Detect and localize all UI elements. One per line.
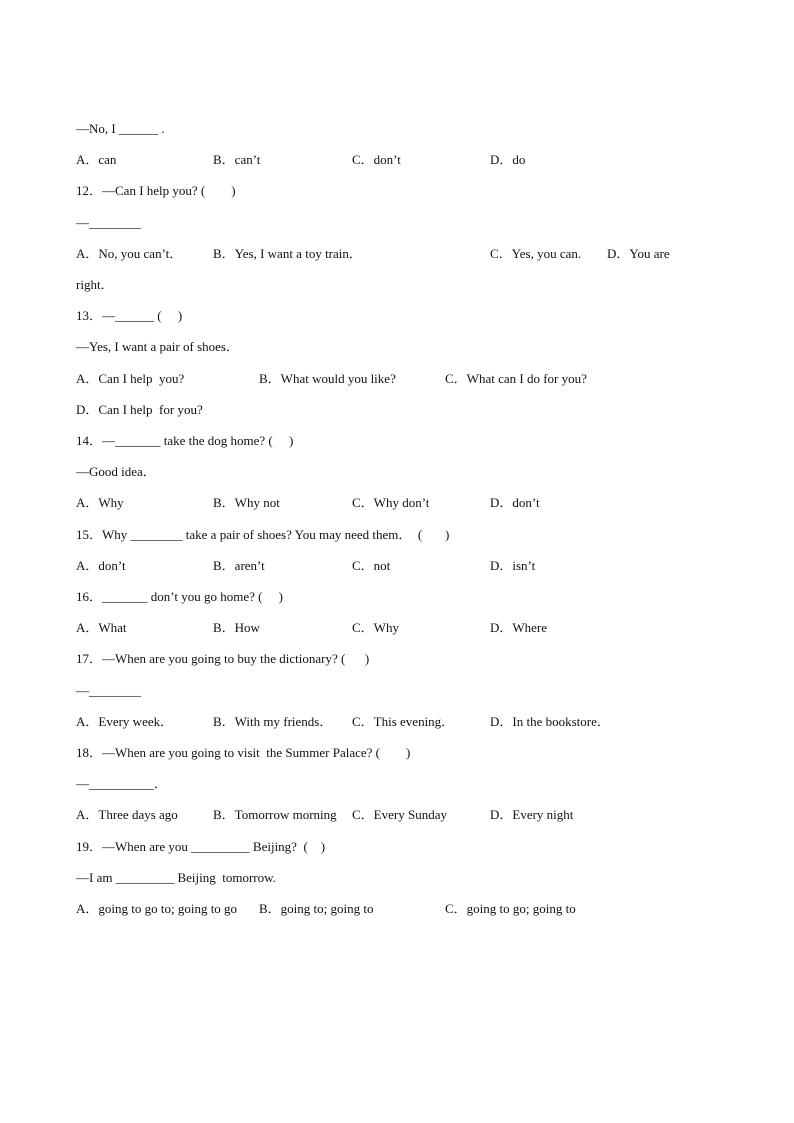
q15-option-b[interactable]: B．aren’t xyxy=(213,558,265,573)
q16-option-b[interactable]: B．How xyxy=(213,620,260,635)
q16-option-d[interactable]: D．Where xyxy=(490,620,548,635)
q14-option-d[interactable]: D．don’t xyxy=(490,495,540,510)
q13-option-d[interactable]: D．Can I help for you? xyxy=(76,402,203,417)
q12-option-d[interactable]: D．You are xyxy=(607,246,670,261)
q13-option-c[interactable]: C．What can I do for you? xyxy=(445,371,587,386)
q11-option-a[interactable]: A．can xyxy=(76,152,117,167)
q17-option-a[interactable]: A．Every week． xyxy=(76,714,174,729)
q16-option-c[interactable]: C．Why xyxy=(352,620,399,635)
q18-answer-line: —__________． xyxy=(76,776,168,791)
q11-option-d[interactable]: D．do xyxy=(490,152,526,167)
q17-option-c[interactable]: C．This evening． xyxy=(352,714,455,729)
q13-answer-line: —Yes, I want a pair of shoes． xyxy=(76,339,239,354)
q12-answer-line: —________ xyxy=(76,215,141,230)
q15-option-d[interactable]: D．isn’t xyxy=(490,558,536,573)
q12-option-c[interactable]: C．Yes, you can. xyxy=(490,246,582,261)
q19-question: 19．—When are you _________ Beijing? ( ) xyxy=(76,839,326,854)
q19-option-c[interactable]: C．going to go; going to xyxy=(445,901,576,916)
q13-question: 13．—______ ( ) xyxy=(76,308,183,323)
q16-question: 16．_______ don’t you go home? ( ) xyxy=(76,589,284,604)
q12-option-b[interactable]: B．Yes, I want a toy train． xyxy=(213,246,362,261)
q15-option-a[interactable]: A．don’t xyxy=(76,558,126,573)
q19-answer-line: —I am _________ Beijing tomorrow. xyxy=(76,870,276,885)
q14-option-c[interactable]: C．Why don’t xyxy=(352,495,430,510)
q17-question: 17．—When are you going to buy the dictionary? ( ) xyxy=(76,651,370,666)
q18-option-b[interactable]: B．Tomorrow morning xyxy=(213,807,337,822)
q11-answer-line: —No, I ______ . xyxy=(76,121,165,136)
q18-option-c[interactable]: C．Every Sunday xyxy=(352,807,447,822)
q15-question: 15．Why ________ take a pair of shoes? You may need them． ( ) xyxy=(76,527,450,542)
q18-option-d[interactable]: D．Every night xyxy=(490,807,574,822)
q14-answer-line: —Good idea． xyxy=(76,464,156,479)
q13-option-b[interactable]: B．What would you like? xyxy=(259,371,396,386)
q17-option-d[interactable]: D．In the bookstore． xyxy=(490,714,610,729)
q18-option-a[interactable]: A．Three days ago xyxy=(76,807,178,822)
q11-option-b[interactable]: B．can’t xyxy=(213,152,261,167)
q15-option-c[interactable]: C．not xyxy=(352,558,391,573)
q16-option-a[interactable]: A．What xyxy=(76,620,127,635)
q17-answer-line: —________ xyxy=(76,683,141,698)
q14-option-a[interactable]: A．Why xyxy=(76,495,124,510)
q13-option-a[interactable]: A．Can I help you? xyxy=(76,371,185,386)
q12-option-d-continued: right． xyxy=(76,277,114,292)
q19-option-a[interactable]: A．going to go to; going to go xyxy=(76,901,238,916)
q12-question: 12．—Can I help you? ( ) xyxy=(76,183,236,198)
q14-question: 14．—_______ take the dog home? ( ) xyxy=(76,433,294,448)
q19-option-b[interactable]: B．going to; going to xyxy=(259,901,374,916)
q11-option-c[interactable]: C．don’t xyxy=(352,152,401,167)
q17-option-b[interactable]: B．With my friends． xyxy=(213,714,333,729)
q12-option-a[interactable]: A．No, you can’t． xyxy=(76,246,183,261)
q18-question: 18．—When are you going to visit the Summer Palace? ( ) xyxy=(76,745,411,760)
q14-option-b[interactable]: B．Why not xyxy=(213,495,280,510)
